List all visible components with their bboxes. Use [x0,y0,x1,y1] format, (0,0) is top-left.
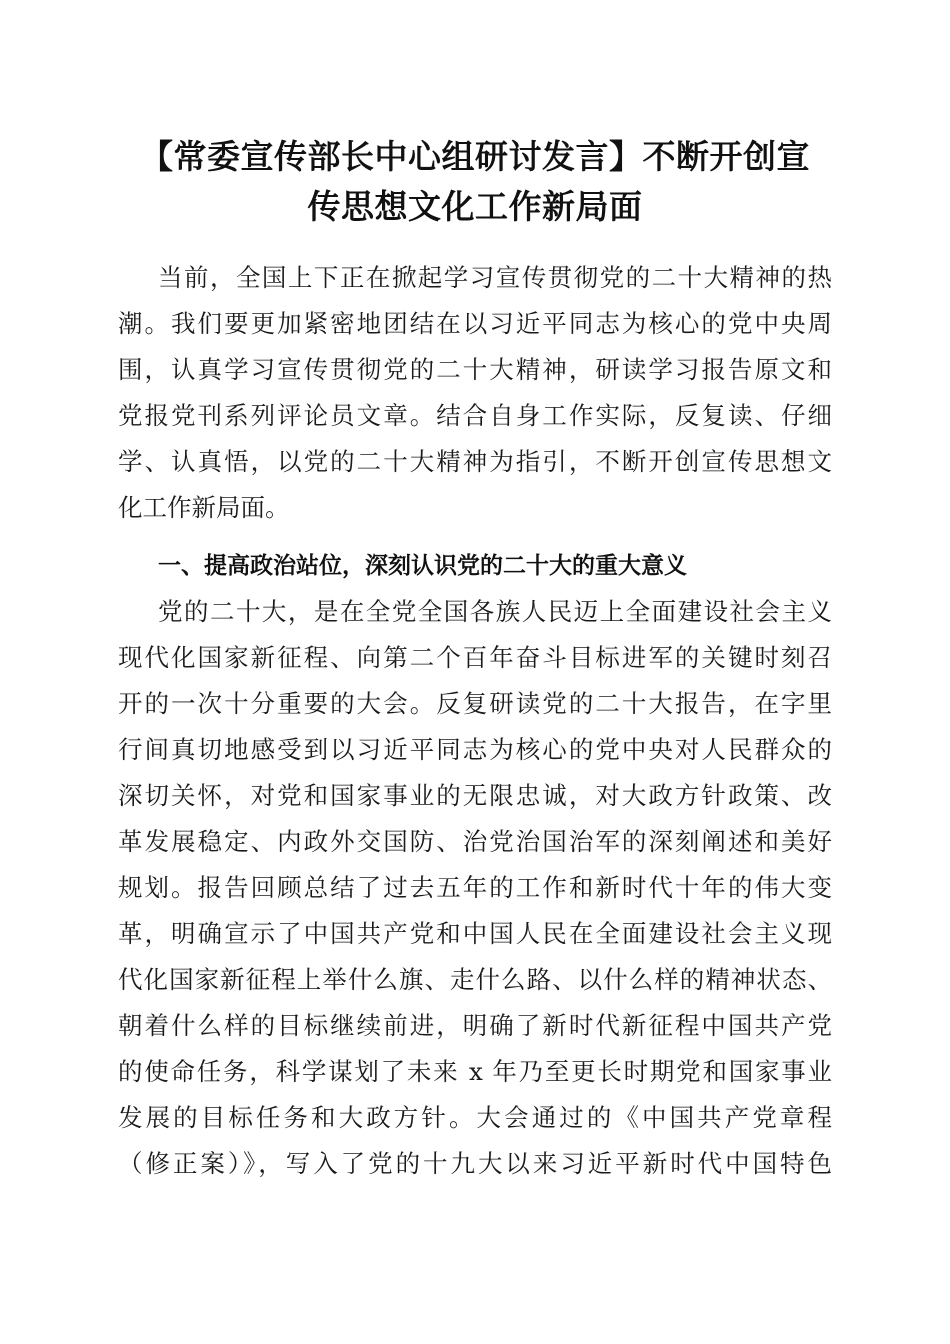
text-line: 革，明确宣示了中国共产党和中国人民在全面建设社会主义现 [118,919,832,948]
text-line: 代化国家新征程上举什么旗、走什么路、以什么样的精神状态、 [118,965,832,994]
text-line: 朝着什么样的目标继续前进，明确了新时代新征程中国共产党 [118,1011,832,1040]
text-line: 学、认真悟，以党的二十大精神为指引，不断开创宣传思想文 [118,447,832,476]
paragraph-section-1 [118,589,832,1187]
section-heading-1: 一、提高政治站位，深刻认识党的二十大的重大意义 [158,553,687,579]
paragraph-intro [118,255,832,531]
text-line: 的使命任务，科学谋划了未来 x 年乃至更长时期党和国家事业 [118,1057,832,1086]
text-line: 现代化国家新征程、向第二个百年奋斗目标进军的关键时刻召 [118,643,832,672]
text-line: 革发展稳定、内政外交国防、治党治国治军的深刻阐述和美好 [118,827,832,856]
title-line-2: 传思想文化工作新局面 [307,187,643,226]
text-line: 当前，全国上下正在掀起学习宣传贯彻党的二十大精神的热 [158,263,832,292]
document-title [118,132,832,232]
text-line: （修正案）》，写入了党的十九大以来习近平新时代中国特色 [118,1149,832,1178]
text-line: 围，认真学习宣传贯彻党的二十大精神，研读学习报告原文和 [118,355,832,384]
text-line: 党的二十大，是在全党全国各族人民迈上全面建设社会主义 [158,597,832,626]
text-line: 潮。我们要更加紧密地团结在以习近平同志为核心的党中央周 [118,309,832,338]
text-line: 发展的目标任务和大政方针。大会通过的《中国共产党章程 [118,1103,832,1132]
text-line: 化工作新局面。 [118,493,290,522]
text-line: 开的一次十分重要的大会。反复研读党的二十大报告，在字里 [118,689,832,718]
text-line: 规划。报告回顾总结了过去五年的工作和新时代十年的伟大变 [118,873,832,902]
text-line: 深切关怀，对党和国家事业的无限忠诚，对大政方针政策、改 [118,781,832,810]
title-line-1: 【常委宣传部长中心组研讨发言】不断开创宣 [140,137,810,176]
text-line: 党报党刊系列评论员文章。结合自身工作实际，反复读、仔细 [118,401,832,430]
text-line: 行间真切地感受到以习近平同志为核心的党中央对人民群众的 [118,735,832,764]
